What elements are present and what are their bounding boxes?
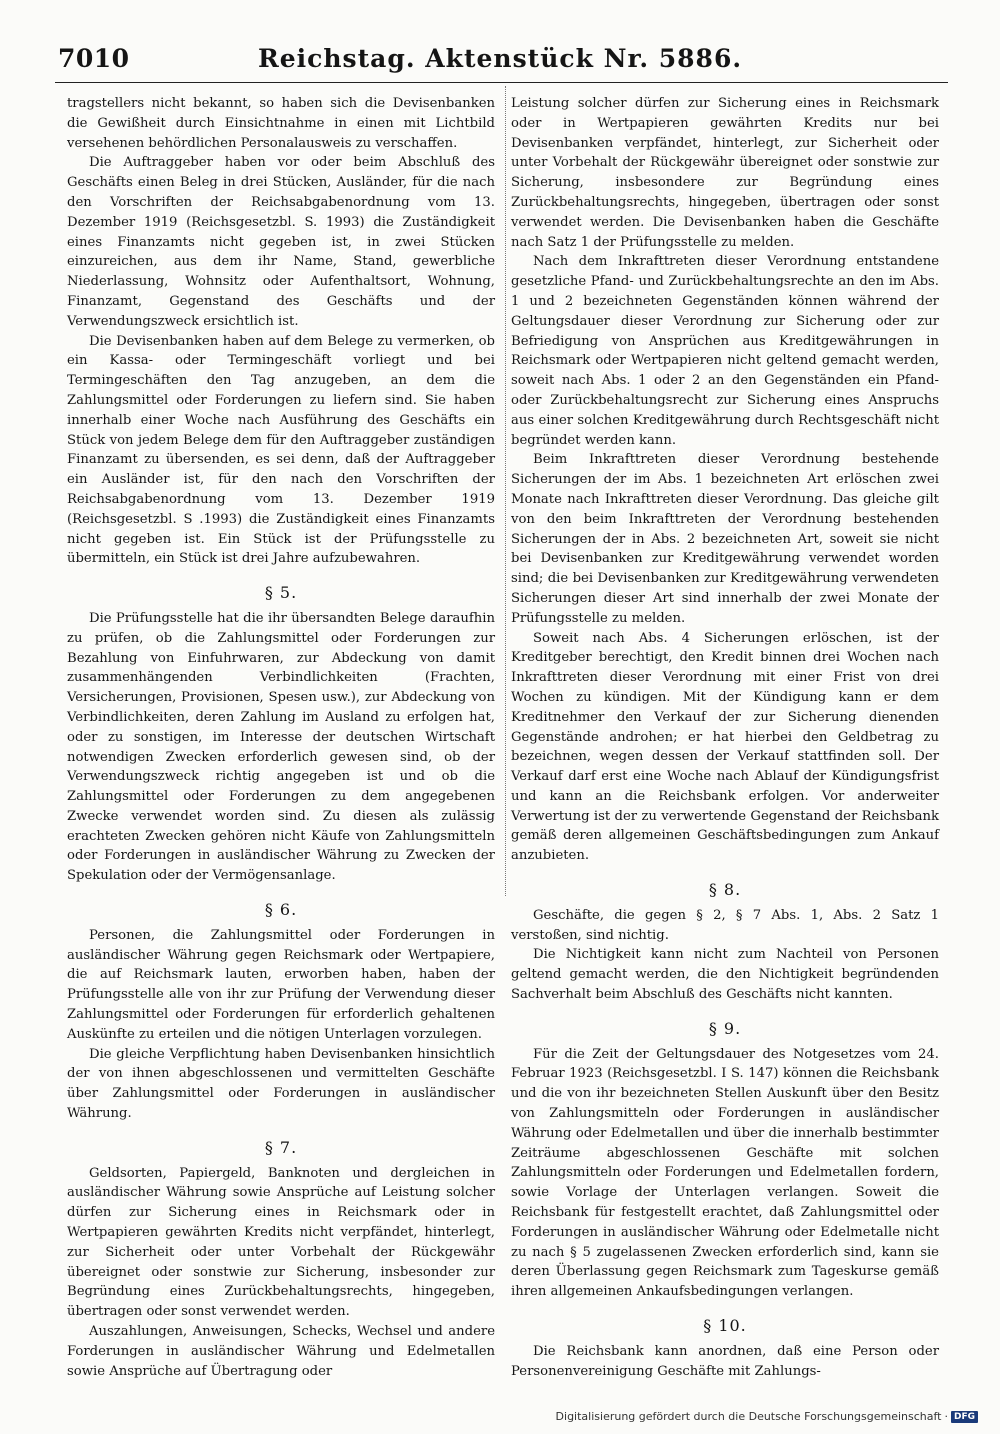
section-heading: § 6. xyxy=(264,900,298,920)
section-heading: § 10. xyxy=(703,1316,747,1336)
section-heading: § 9. xyxy=(708,1018,742,1038)
section-heading: § 5. xyxy=(264,583,298,603)
dot-separator: · xyxy=(944,1410,948,1423)
right-column xyxy=(511,94,939,1381)
paragraph: Die Nichtigkeit kann nicht zum Nachteil von Personen geltend gemacht werden, die den Nichtigkeit begründenden Sachverhalt beim Abschluß des Geschäfts nicht kannten. xyxy=(511,947,939,1003)
footer-text: Digitalisierung gefördert durch die Deutsche Forschungsgemeinschaft xyxy=(555,1410,942,1423)
paragraph: Geldsorten, Papiergeld, Banknoten und dergleichen in ausländischer Währung sowie Ansprüche auf Leistung solcher dürfen zur Sicherung eines in Reichsmark oder in Wertpapieren gewährten Kredits nicht verpfändet, hinterlegt, zur Sicherheit oder unter Vorbehalt der Rückgewähr übereignet oder sonstwie zur Sicherung, insbesonder zur Begründung eines Zurückbehaltungsrechts, hingegeben, übertragen oder sonst verwendet werden. xyxy=(67,1165,495,1320)
paragraph: Nach dem Inkrafttreten dieser Verordnung entstandene gesetzliche Pfand- und Zurückbehaltungsrechte an den im Abs. 1 und 2 bezeichneten Gegenständen können während der Geltungsdauer dieser Verordnung zur Sicherung oder zur Befriedigung von Ansprüchen aus Kreditgewährungen in Reichsmark oder Wertpapieren nicht geltend gemacht werden, soweit nach Abs. 1 oder 2 an den Gegenständen ein Pfand- oder Zurückbehaltungsrecht zur Sicherung eines Anspruchs aus einer solchen Kreditgewährung durch Rechtsgeschäft nicht begründet werden kann. xyxy=(511,254,939,448)
section-heading: § 7. xyxy=(264,1137,298,1157)
column-divider xyxy=(505,86,506,896)
running-title: Reichstag. Aktenstück Nr. 5886. xyxy=(257,44,743,73)
section-heading: § 8. xyxy=(708,880,742,900)
header-rule xyxy=(55,82,948,83)
dfg-logo: DFG xyxy=(951,1411,978,1423)
page-number: 7010 xyxy=(58,44,130,73)
paragraph: Geschäfte, die gegen § 2, § 7 Abs. 1, Abs. 2 Satz 1 verstoßen, sind nichtig. xyxy=(511,907,939,943)
paragraph: Die Devisenbanken haben auf dem Belege zu vermerken, ob ein Kassa- oder Termingeschäft vorliegt und bei Termingeschäften den Tag anzugeben, an dem die Zahlungsmittel oder Forderungen zu liefern sind. Sie haben innerhalb einer Woche nach Ausführung des Geschäfts ein Stück von jedem Belege dem für den Auftraggeber zuständigen Finanzamt zu übersenden, es sei denn, daß der Auftraggeber ein Ausländer ist, für den nach den Vorschriften der Reichsabgabenordnung vom 13. Dezember 1919 (Reichsgesetzbl. S .1993) die Zuständigkeit eines Finanzamts nicht gegeben ist. Ein Stück ist der Prüfungsstelle zu übermitteln, ein Stück ist drei Jahre aufzubewahren. xyxy=(67,333,495,567)
page-header xyxy=(52,44,948,76)
paragraph: Die Reichsbank kann anordnen, daß eine Person oder Personenvereinigung Geschäfte mit Zahlungs- xyxy=(511,1343,939,1379)
digitization-footer xyxy=(556,1410,978,1423)
paragraph: Beim Inkrafttreten dieser Verordnung bestehende Sicherungen der im Abs. 1 bezeichneten Art erlöschen zwei Monate nach Inkrafttreten dieser Verordnung. Das gleiche gilt von den beim Inkrafttreten der Verordnung bestehenden Sicherungen der in Abs. 2 bezeichneten Art, soweit sie nicht bei Devisenbanken zur Kreditgewährung verwendet worden sind; die bei Devisenbanken zur Kreditgewährung verwendeten Sicherungen dieser Art sind innerhalb der zwei Monate der Prüfungsstelle zu melden. xyxy=(511,452,939,626)
paragraph: Personen, die Zahlungsmittel oder Forderungen in ausländischer Währung gegen Reichsmark oder Wertpapiere, die auf Reichsmark lauten, erworben haben, haben der Prüfungsstelle alle von ihr zur Prüfung der Verwendung dieser Zahlungsmittel oder Forderungen für erforderlich gehaltenen Auskünfte zu erteilen und die nötigen Unterlagen vorzulegen. xyxy=(67,927,495,1042)
paragraph: Die Auftraggeber haben vor oder beim Abschluß des Geschäfts einen Beleg in drei Stücken, Ausländer, für die nach den Vorschriften der Reichsabgabenordnung vom 13. Dezember 1919 (Reichsgesetzbl. S. 1993) die Zuständigkeit eines Finanzamts nicht gegeben ist, in zwei Stücken einzureichen, aus dem ihr Name, Stand, gewerbliche Niederlassung, Wohnsitz oder Aufenthaltsort, Wohnung, Finanzamt, Gegenstand des Geschäfts und der Verwendungszweck ersichtlich ist. xyxy=(67,155,495,329)
paragraph: Soweit nach Abs. 4 Sicherungen erlöschen, ist der Kreditgeber berechtigt, den Kredit binnen drei Wochen nach Inkrafttreten dieser Verordnung mit einer Frist von drei Wochen zu kündigen. Mit der Kündigung kann er dem Kreditnehmer den Verkauf der zur Sicherung dienenden Gegenstände androhen; er hat hierbei den Geldbetrag zu bezeichnen, wegen dessen der Verkauf stattfinden soll. Der Verkauf darf erst eine Woche nach Ablauf der Kündigungsfrist und kann an die Reichsbank erfolgen. Vor anderweiter Verwertung ist der zu verwertende Gegenstand der Reichsbank gemäß deren allgemeinen Geschäftsbedingungen zum Ankauf anzubieten. xyxy=(511,630,939,864)
paragraph: Die gleiche Verpflichtung haben Devisenbanken hinsichtlich der von ihnen abgeschlossenen und vermittelten Geschäfte über Zahlungsmittel oder Forderungen in ausländischer Währung. xyxy=(67,1046,495,1122)
paragraph: Auszahlungen, Anweisungen, Schecks, Wechsel und andere Forderungen in ausländischer Währung und Edelmetallen sowie Ansprüche auf Übertragung oder xyxy=(67,1324,495,1379)
paragraph: tragstellers nicht bekannt, so haben sich die Devisenbanken die Gewißheit durch Einsichtnahme in einen mit Lichtbild versehenen behördlichen Personalausweis zu verschaffen. xyxy=(67,96,495,151)
paragraph: Leistung solcher dürfen zur Sicherung eines in Reichsmark oder in Wertpapieren gewährten Kredits nur bei Devisenbanken verpfändet, hinterlegt, zur Sicherheit oder unter Vorbehalt der Rückgewähr übereignet oder sonstwie zur Sicherung, insbesondere zur Begründung eines Zurückbehaltungsrechts, hingegeben, übertragen oder sonst verwendet werden. Die Devisenbanken haben die Geschäfte nach Satz 1 der Prüfungsstelle zu melden. xyxy=(511,96,939,250)
paragraph: Für die Zeit der Geltungsdauer des Notgesetzes vom 24. Februar 1923 (Reichsgesetzbl. I S. 147) können die Reichsbank und die von ihr bezeichneten Stellen Auskunft über den Besitz von Zahlungsmitteln oder Forderungen in ausländischer Währung oder Edelmetallen und über die innerhalb bestimmter Zeiträume abgeschlossenen Geschäfte mit solchen Zahlungsmitteln oder Forderungen und Edelmetallen fordern, sowie Vorlage der Unterlagen verlangen. Soweit die Reichsbank für festgestellt erachtet, daß Zahlungsmittel oder Forderungen in ausländischer Währung oder Edelmetalle nicht zu nach § 5 zugelassenen Zwecken erforderlich sind, kann sie deren Überlassung gegen Reichsmark zum Tageskurse gemäß ihren allgemeinen Ankaufsbedingungen verlangen. xyxy=(511,1046,939,1300)
left-column xyxy=(67,94,495,1381)
paragraph: Die Prüfungsstelle hat die ihr übersandten Belege daraufhin zu prüfen, ob die Zahlungsmittel oder Forderungen zur Bezahlung von Einfuhrwaren, zur Abdeckung von damit zusammenhängenden Verbindlichkeiten (Frachten, Versicherungen, Provisionen, Spesen usw.), zur Abdeckung von Verbindlichkeiten, deren Zahlung im Ausland zu erfolgen hat, oder zu sonstigen, im Interesse der deutschen Wirtschaft notwendigen Zwecken erforderlich gewesen sind, ob der Verwendungszweck richtig angegeben ist und ob die Zahlungsmittel oder Forderungen zu dem angegebenen Zwecke verwendet worden sind. Zu diesen als zulässig erachteten Zwecken gehören nicht Käufe von Zahlungsmitteln oder Forderungen in ausländischer Währung zu Zwecken der Spekulation oder der Vermögensanlage. xyxy=(67,610,495,884)
